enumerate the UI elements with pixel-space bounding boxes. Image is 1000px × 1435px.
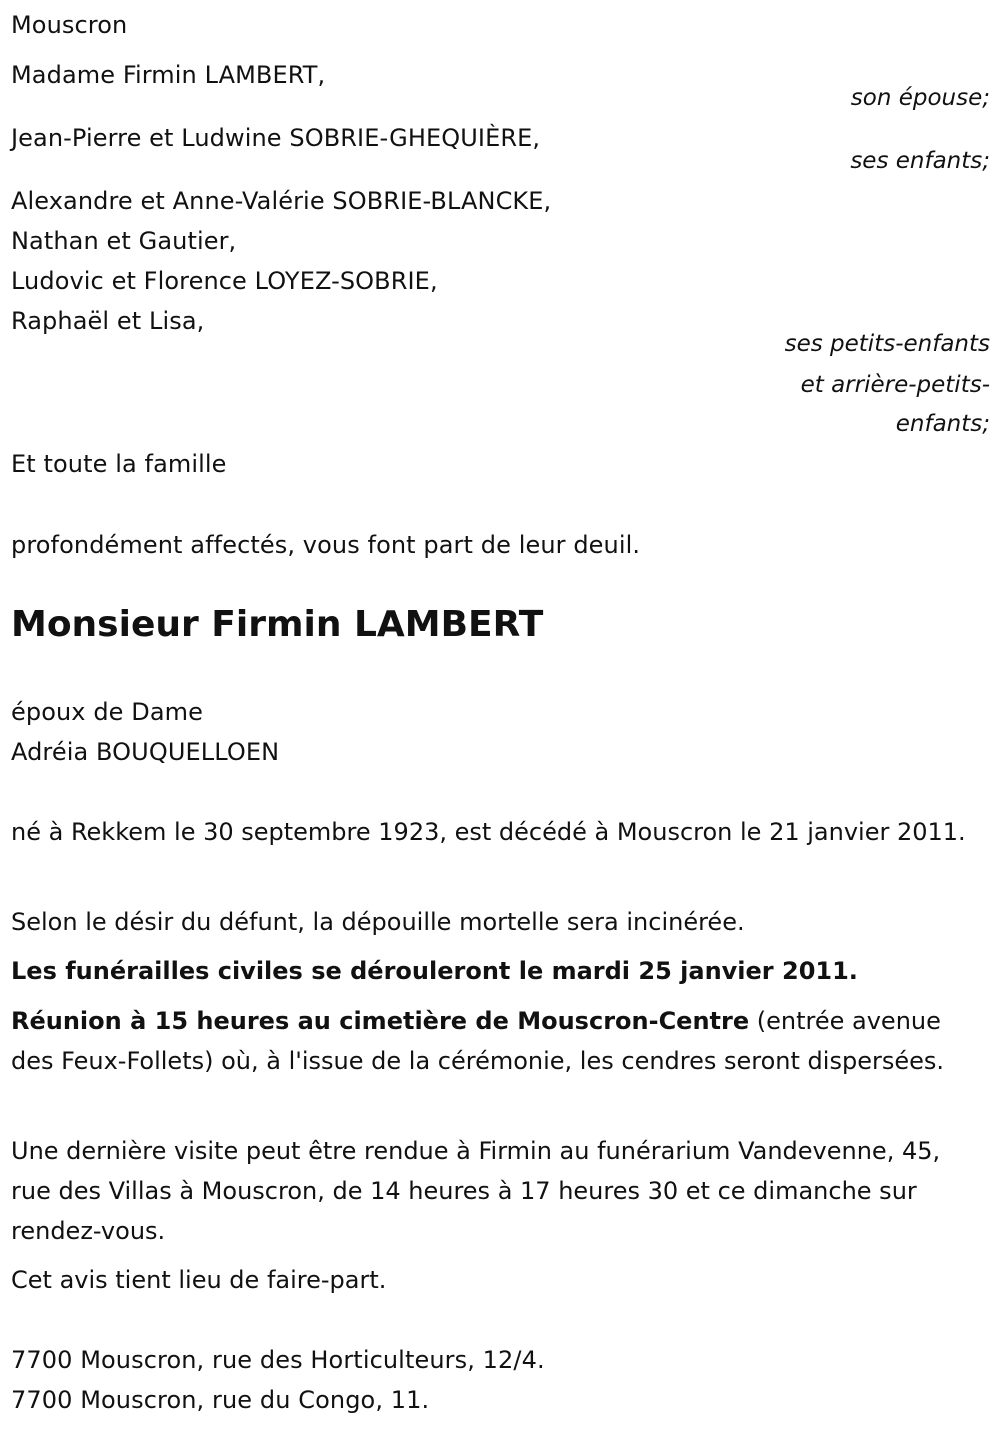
- address-line-2: 7700 Mouscron, rue du Congo, 11.: [11, 1386, 430, 1414]
- meeting-paragraph: [11, 1001, 986, 1081]
- address-line-1: 7700 Mouscron, rue des Horticulteurs, 12/4.: [11, 1346, 545, 1374]
- deceased-spouse-line-1: époux de Dame: [11, 698, 203, 726]
- mourning-message: profondément affectés, vous font part de leur deuil.: [11, 531, 641, 559]
- funeral-paragraph: Les funérailles civiles se dérouleront le mardi 25 janvier 2011.: [11, 957, 858, 985]
- deceased-name: Monsieur Firmin LAMBERT: [11, 604, 544, 645]
- grandchildren-role-line-1: ses petits-enfants: [784, 331, 990, 357]
- grandchild-line-1: Alexandre et Anne-Valérie SOBRIE-BLANCKE,: [11, 187, 552, 215]
- grandchildren-role-line-2: et arrière-petits-: [800, 372, 990, 398]
- grandchildren-role-line-3: enfants;: [895, 411, 990, 437]
- meeting-rest-text: (entrée avenue des Feux-Follets) où, à l'issue de la cérémonie, les cendres seront dispersées.: [11, 1007, 944, 1075]
- grandchild-line-3: Ludovic et Florence LOYEZ-SOBRIE,: [11, 267, 438, 295]
- family-rest: Et toute la famille: [11, 450, 227, 478]
- children-role: ses enfants;: [850, 148, 990, 174]
- deceased-spouse-line-2: Adréia BOUQUELLOEN: [11, 738, 280, 766]
- spouse-name: Madame Firmin LAMBERT,: [11, 61, 326, 89]
- location-title: Mouscron: [11, 11, 128, 39]
- children-names: Jean-Pierre et Ludwine SOBRIE-GHEQUIÈRE,: [11, 124, 541, 152]
- birth-death-paragraph: né à Rekkem le 30 septembre 1923, est décédé à Mouscron le 21 janvier 2011.: [11, 818, 966, 846]
- visit-paragraph: Une dernière visite peut être rendue à Firmin au funérarium Vandevenne, 45, rue des Villas à Mouscron, de 14 heures à 17 heures 30 et ce dimanche sur rendez-vous.: [11, 1137, 941, 1245]
- meeting-bold-text: Réunion à 15 heures au cimetière de Mouscron-Centre: [11, 1007, 750, 1035]
- spouse-role: son épouse;: [850, 85, 990, 111]
- notice-paragraph: Cet avis tient lieu de faire-part.: [11, 1266, 387, 1294]
- grandchild-line-4: Raphaël et Lisa,: [11, 307, 205, 335]
- grandchild-line-2: Nathan et Gautier,: [11, 227, 237, 255]
- cremation-paragraph: Selon le désir du défunt, la dépouille mortelle sera incinérée.: [11, 908, 745, 936]
